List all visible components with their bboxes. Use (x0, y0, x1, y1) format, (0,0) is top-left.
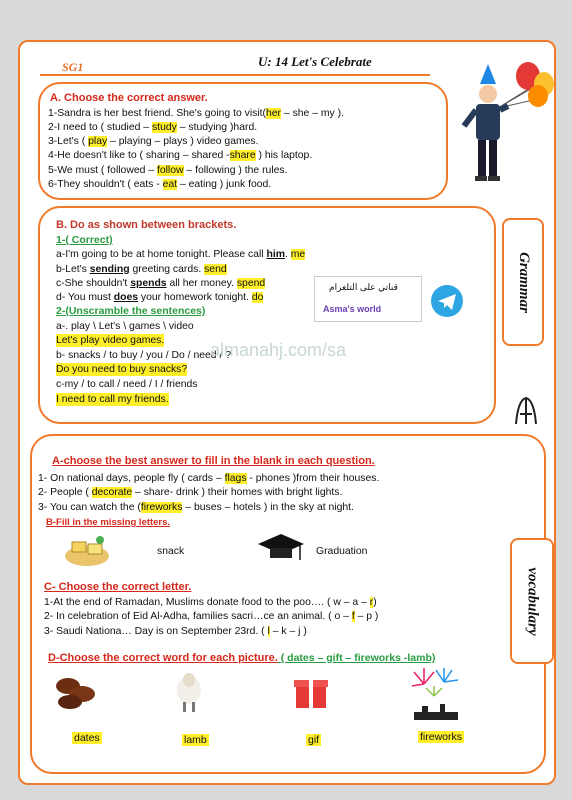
vocab-a3: 3- You can watch the (fireworks – buses – hotels ) in the sky at night. (38, 502, 354, 513)
dates-picture (52, 668, 98, 714)
unscramble-3-question: c-my / to call / need / I / friends (56, 379, 198, 390)
channel-badge (314, 276, 422, 322)
question-a2: 2-I need to ( studied – study – studying )hard. (48, 122, 258, 133)
vocab-b-title: B-Fill in the missing letters. (46, 517, 171, 528)
graduation-label: Graduation (316, 546, 368, 557)
section-a-title: A. Choose the correct answer. (50, 92, 208, 104)
telegram-icon[interactable] (430, 284, 464, 318)
vocab-a2: 2- People ( decorate – share- drink ) their homes with bright lights. (38, 487, 343, 498)
header-underline (40, 74, 430, 76)
fireworks-answer: fireworks (420, 731, 463, 743)
vocab-c3: 3- Saudi Nationa… Day is on September 23rd. ( l – k – j ) (44, 626, 307, 637)
section-b-title: B. Do as shown between brackets. (56, 219, 237, 231)
celebrating-man-illustration (458, 58, 558, 188)
unscramble-3-answer: I need to call my friends. (56, 394, 169, 405)
worksheet-code: SG1 (62, 60, 84, 74)
question-a5: 5-We must ( followed – follow – following ) the rules. (48, 165, 288, 176)
correct-a: a-I'm going to be at home tonight. Please call him. me (56, 249, 306, 260)
snack-label: snack (157, 546, 185, 557)
grammar-side-tab: Grammar (502, 218, 544, 346)
question-a3: 3-Let's ( play – playing – plays ) video games. (48, 136, 259, 147)
gift-picture (292, 670, 330, 710)
lamb-answer: lamb (184, 734, 207, 746)
correct-d: d- You must does your homework tonight. do (56, 292, 264, 303)
fireworks-picture (408, 666, 462, 722)
unscramble-2-question: b- snacks / to buy / you / Do / need / ? (56, 350, 232, 361)
vocab-c1: 1-At the end of Ramadan, Muslims donate food to the poo…. ( w – a – r) (44, 597, 377, 608)
channel-name: Asma's world (323, 304, 382, 314)
gift-answer: gif (308, 734, 320, 746)
section-b-sub1: 1-( Correct) (56, 234, 113, 246)
unscramble-1-question: a-. play \ Let's \ games \ video (56, 321, 194, 332)
correct-c: c-She shouldn't spends all her money. spend (56, 278, 266, 289)
vocab-d-title: D-Choose the correct word for each picture. ( dates – gift – fireworks -lamb) (48, 652, 436, 664)
vocab-c2: 2- In celebration of Eid Al-Adha, families sacri…ce an animal. ( o – f – p ) (44, 611, 379, 622)
graduation-cap-picture (256, 530, 306, 568)
channel-arabic-label: قناتي على التلغرام (329, 282, 398, 292)
correct-b: b-Let's sending greeting cards. send (56, 264, 227, 275)
unit-title: U: 14 Let's Celebrate (258, 54, 372, 69)
vocabulary-side-tab: vocabulary (510, 538, 554, 664)
watermark-text: almanahj.com/sa (210, 340, 347, 360)
question-a6: 6-They shouldn't ( eats - eat – eating ) junk food. (48, 179, 272, 190)
vocab-a-title: A-choose the best answer to fill in the blank in each question. (52, 455, 375, 467)
dates-answer: dates (74, 732, 100, 744)
section-b-sub2: 2-(Unscramble the sentences) (56, 305, 206, 317)
vocab-c-title: C- Choose the correct letter. (44, 581, 192, 593)
snack-plate-picture (62, 530, 112, 570)
question-a4: 4-He doesn't like to ( sharing – shared -share ) his laptop. (48, 150, 313, 161)
unscramble-2-answer: Do you need to buy snacks? (56, 364, 188, 375)
calligraphy-emblem-icon (512, 394, 540, 428)
question-a1: 1-Sandra is her best friend. She's going to visit(her – she – my ). (48, 108, 344, 119)
unscramble-1-answer: Let's play video games. (56, 335, 165, 346)
vocab-a1: 1- On national days, people fly ( cards – flags - phones )from their houses. (38, 473, 380, 484)
lamb-picture (172, 668, 206, 714)
